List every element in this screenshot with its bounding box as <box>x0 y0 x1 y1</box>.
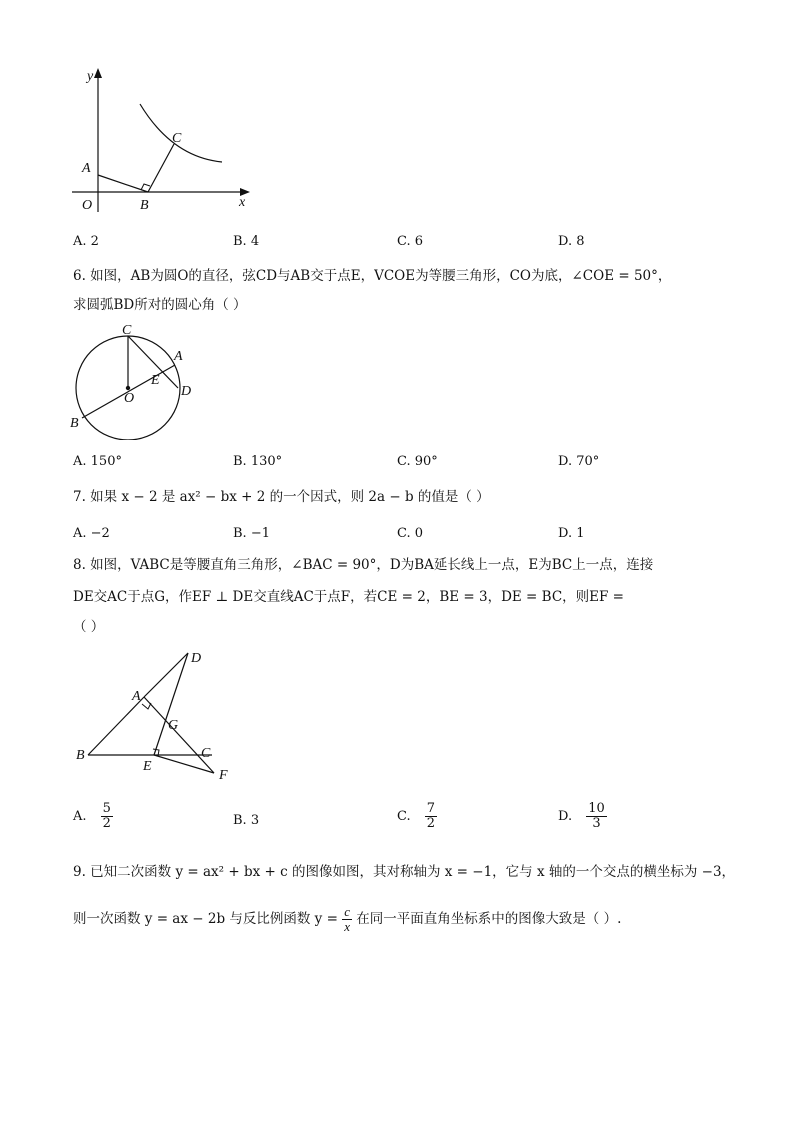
fig5-label-b: B <box>140 198 149 213</box>
q5-option-a: A. 2 <box>73 234 99 249</box>
fig5-label-c: C <box>172 131 182 146</box>
q8-option-d <box>558 802 607 831</box>
q7-option-d: D. 1 <box>558 526 585 541</box>
q8-option-b: B. 3 <box>233 813 260 828</box>
q8-option-d-label: D. <box>558 809 573 824</box>
q8-option-c-label: C. <box>397 809 411 824</box>
q7-option-c: C. 0 <box>397 526 424 541</box>
q6-option-d: D. 70° <box>558 454 600 469</box>
fig5-label-o: O <box>82 198 93 213</box>
q5-option-b: B. 4 <box>233 234 260 249</box>
q8-option-d-numerator: 10 <box>588 801 605 816</box>
q8-label-c: C <box>201 746 211 761</box>
q6-label-e: E <box>151 373 160 388</box>
q9-fraction <box>342 905 352 934</box>
fig5-label-a: A <box>82 161 91 176</box>
q6-circle-figure <box>62 320 202 440</box>
q7-option-b: B. −1 <box>233 526 270 541</box>
q9-line2-pre: 则一次函数 y = ax − 2b 与反比例函数 y = <box>73 911 338 927</box>
q9-line1: 9. 已知二次函数 y = ax² + bx + c 的图像如图，其对称轴为 x = −1，它与 x 轴的一个交点的横坐标为 −3， <box>73 864 736 880</box>
q6-label-a: A <box>174 349 183 364</box>
q8-option-a-fraction <box>101 802 113 831</box>
q8-option-c-fraction <box>425 802 437 831</box>
q6-line2: 求圆弧BD所对的圆心角（ ） <box>73 297 247 313</box>
fig5-label-x: x <box>239 195 246 210</box>
q9-fraction-numerator: c <box>344 904 350 919</box>
q6-option-b: B. 130° <box>233 454 283 469</box>
q8-triangle-figure <box>72 645 272 790</box>
q8-option-d-fraction <box>586 802 607 831</box>
q8-label-b: B <box>76 748 85 763</box>
fig5-label-y: y <box>87 69 94 84</box>
q8-label-d: D <box>191 651 202 666</box>
q8-option-a-denominator: 2 <box>102 816 111 831</box>
q7-option-a: A. −2 <box>73 526 110 541</box>
q6-label-b: B <box>70 416 79 431</box>
q9-fraction-denominator: x <box>344 919 350 934</box>
q5-option-c: C. 6 <box>397 234 424 249</box>
q8-line3: （ ） <box>73 619 105 635</box>
q8-option-c <box>397 802 437 831</box>
q6-label-c: C <box>122 323 132 338</box>
q9-line2 <box>73 905 621 934</box>
q8-option-d-denominator: 3 <box>592 816 601 831</box>
q8-label-e: E <box>143 759 152 774</box>
q8-option-a-numerator: 5 <box>102 801 111 816</box>
q8-line1: 8. 如图，VABC是等腰直角三角形，∠BAC = 90°，D为BA延长线上一点，E为BC上一点，连接 <box>73 557 654 573</box>
q8-option-a-label: A. <box>73 809 87 824</box>
q5-figure <box>62 62 262 222</box>
q7-text: 7. 如果 x − 2 是 ax² − bx + 2 的一个因式，则 2a − b 的值是（ ） <box>73 489 490 505</box>
q6-label-d: D <box>181 384 192 399</box>
q5-option-d: D. 8 <box>558 234 585 249</box>
q8-option-c-denominator: 2 <box>426 816 436 831</box>
q8-line2: DE交AC于点G，作EF ⊥ DE交直线AC于点F，若CE = 2，BE = 3，DE = BC，则EF = <box>73 589 624 605</box>
q8-label-g: G <box>168 718 179 733</box>
q6-label-o: O <box>124 391 135 406</box>
q6-line1: 6. 如图，AB为圆O的直径，弦CD与AB交于点E，VCOE为等腰三角形，CO为底，∠COE = 50°， <box>73 268 672 284</box>
q8-label-f: F <box>219 768 228 783</box>
q8-option-c-numerator: 7 <box>426 801 436 816</box>
q6-option-c: C. 90° <box>397 454 438 469</box>
q8-option-a <box>73 802 113 831</box>
q8-label-a: A <box>132 689 141 704</box>
q6-option-a: A. 150° <box>73 454 122 469</box>
q9-line2-post: 在同一平面直角坐标系中的图像大致是（ ）. <box>356 911 622 927</box>
